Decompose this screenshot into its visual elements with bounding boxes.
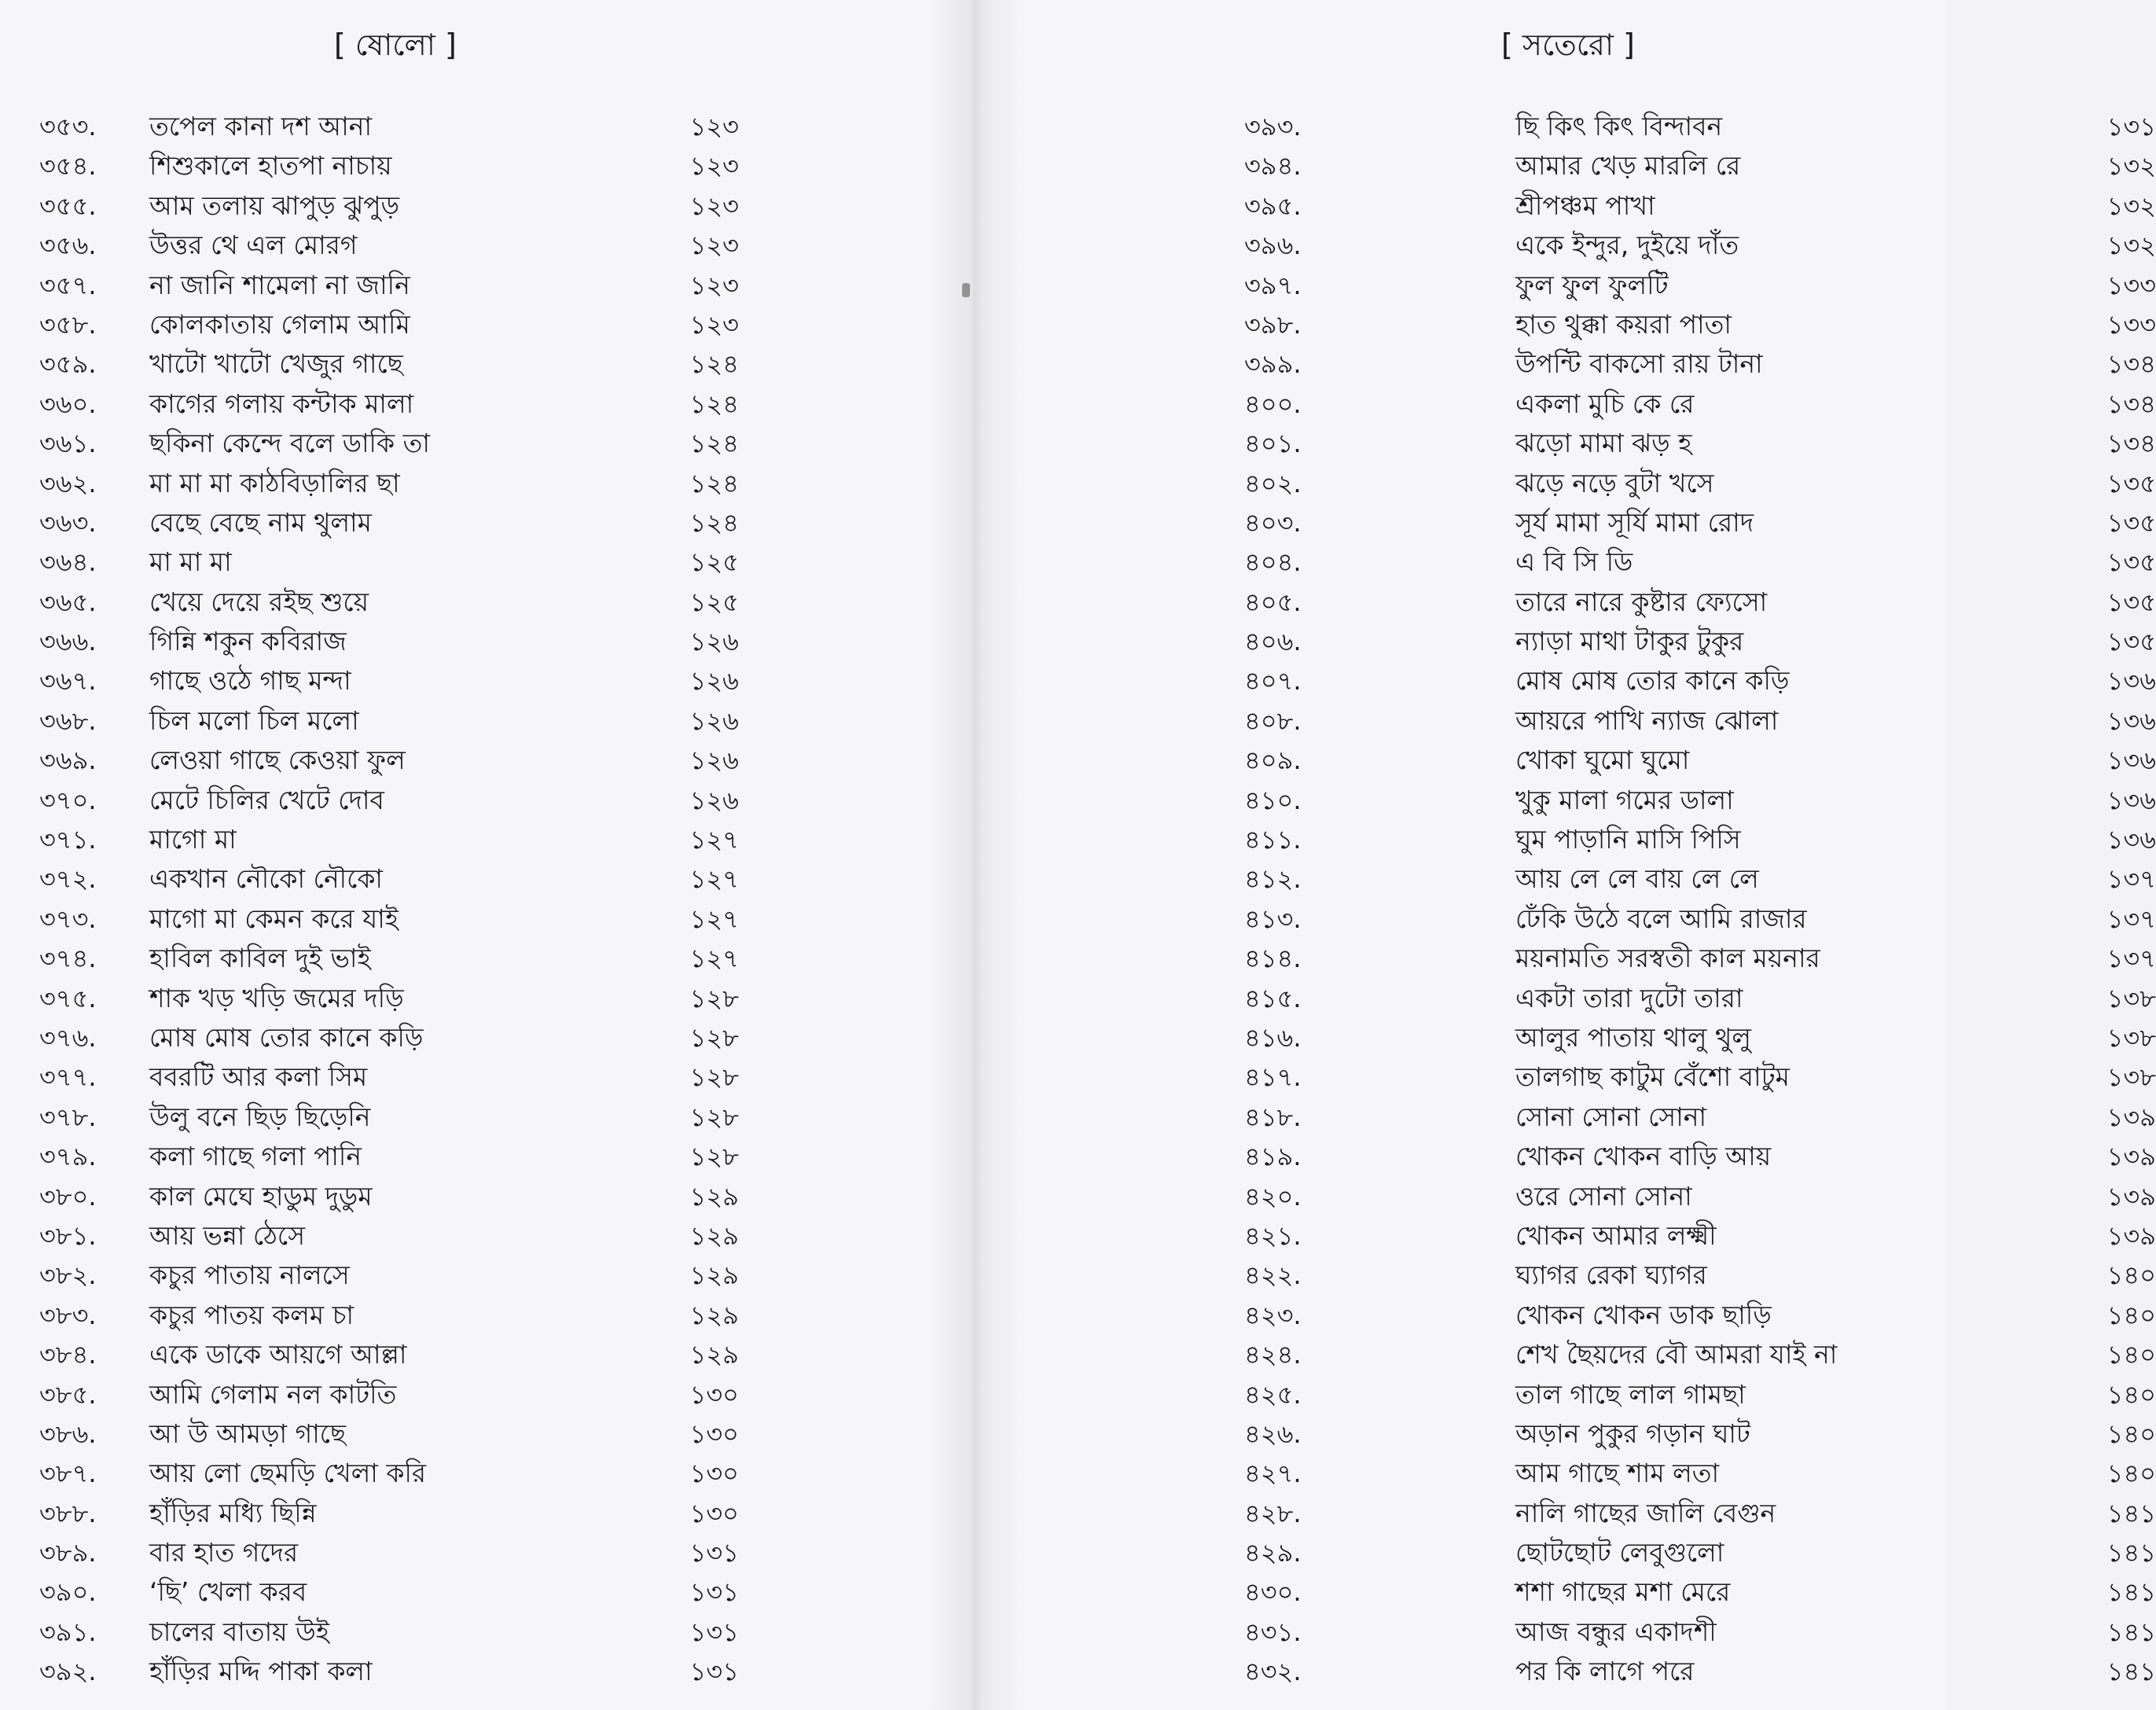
- entry-number: ৩৬৪.: [39, 547, 97, 578]
- entry-number: ৩৮০.: [39, 1181, 97, 1212]
- entry-title: আয় লে লে বায় লে লে: [1515, 863, 1759, 895]
- entry-page-number: ১৩৬: [2106, 825, 2156, 855]
- entry-number: ৪১৫.: [1244, 983, 1302, 1013]
- entry-title: গিন্নি শকুন কবিরাজ: [149, 626, 347, 657]
- entry-page-number: ১২৩: [689, 309, 739, 340]
- entry-page-number: ১৪১: [2106, 1577, 2156, 1608]
- left-page: [0, 0, 973, 1710]
- entry-title: একখান নৌকো নৌকো: [149, 863, 383, 895]
- entry-number: ৩৭৩.: [39, 903, 97, 934]
- entry-page-number: ১২৭: [689, 864, 739, 895]
- entry-title: খোকন আমার লক্ষ্মী: [1515, 1219, 1717, 1251]
- entry-title: লেওয়া গাছে কেওয়া ফুল: [149, 745, 406, 776]
- entry-page-number: ১৩৩: [2106, 270, 2156, 300]
- entry-page-number: ১২৪: [689, 349, 739, 380]
- entry-page-number: ১৪০: [2106, 1340, 2156, 1370]
- entry-title: মা মা মা: [149, 546, 232, 578]
- entry-number: ৪২৫.: [1244, 1379, 1302, 1410]
- entry-number: ৩৯২.: [39, 1657, 97, 1687]
- entry-title: শশা গাছের মশা মেরে: [1515, 1576, 1731, 1608]
- entry-page-number: ১২৮: [689, 1062, 739, 1093]
- entry-number: ৪২৮.: [1244, 1498, 1302, 1528]
- entry-title: বার হাত গদের: [149, 1537, 299, 1568]
- entry-title: কচুর পাতায় নালসে: [149, 1260, 350, 1291]
- entry-title: মোষ মোষ তোর কানে কড়ি: [149, 1021, 424, 1053]
- entry-title: আয় ভন্না ঠেসে: [149, 1219, 305, 1251]
- entry-number: ৩৬০.: [39, 388, 97, 419]
- entry-title: তাল গাছে লাল গামছা: [1515, 1378, 1746, 1410]
- entry-number: ৩৮৪.: [39, 1340, 97, 1370]
- entry-number: ৩৮৯.: [39, 1538, 97, 1568]
- entry-page-number: ১২৬: [689, 705, 739, 736]
- entry-number: ৪২৩.: [1244, 1300, 1302, 1330]
- entry-number: ৪১৮.: [1244, 1101, 1302, 1132]
- entry-title: একটা তারা দুটো তারা: [1515, 982, 1743, 1013]
- entry-title: গাছে ওঠে গাছ মন্দা: [149, 665, 351, 697]
- entry-title: ঢেঁকি উঠে বলে আমি রাজার: [1515, 903, 1807, 934]
- entry-number: ৪০৩.: [1244, 507, 1302, 538]
- entry-page-number: ১২৭: [689, 825, 739, 855]
- entry-page-number: ১৪১: [2106, 1538, 2156, 1568]
- entry-page-number: ১৩৯: [2106, 1142, 2156, 1172]
- entry-title: উত্তর থে এল মোরগ: [149, 230, 358, 261]
- entry-number: ৪১০.: [1244, 785, 1302, 815]
- entry-number: ৪১১.: [1244, 825, 1302, 855]
- entry-number: ৪৩১.: [1244, 1616, 1302, 1647]
- entry-page-number: ১২৫: [689, 547, 739, 578]
- entry-number: ৩৬৮.: [39, 705, 97, 736]
- entry-number: ৩৭৭.: [39, 1062, 97, 1093]
- entry-title: ছকিনা কেন্দে বলে ডাকি তা: [149, 428, 430, 459]
- entry-number: ৩৬২.: [39, 468, 97, 498]
- entry-number: ৩৭২.: [39, 864, 97, 895]
- entry-number: ৪০১.: [1244, 428, 1302, 459]
- entry-title: আমি গেলাম নল কাটতি: [149, 1378, 397, 1410]
- entry-number: ৩৫৪.: [39, 151, 97, 182]
- entry-title: ঘ্যাগর রেকা ঘ্যাগর: [1515, 1260, 1707, 1291]
- entry-page-number: ১২৮: [689, 1101, 739, 1132]
- entry-title: হাত থুক্কা কয়রা পাতা: [1515, 308, 1732, 340]
- entry-page-number: ১২৭: [689, 903, 739, 934]
- entry-title: ছি কিৎ কিৎ বিন্দাবন: [1515, 111, 1723, 142]
- entry-number: ৩৬৭.: [39, 666, 97, 697]
- entry-title: আয় লো ছেমড়ি খেলা করি: [149, 1458, 427, 1489]
- entry-page-number: ১৩৭: [2106, 903, 2156, 934]
- entry-page-number: ১৪০: [2106, 1300, 2156, 1330]
- entry-number: ৩৫৩.: [39, 112, 97, 142]
- entry-page-number: ১৩৪: [2106, 428, 2156, 459]
- entry-page-number: ১২৪: [689, 428, 739, 459]
- entry-number: ৩৫৭.: [39, 270, 97, 300]
- entry-number: ৩৮৮.: [39, 1498, 97, 1528]
- entry-number: ৩৯১.: [39, 1616, 97, 1647]
- entry-title: আ উ আমড়া গাছে: [149, 1418, 347, 1449]
- entry-number: ৩৫৫.: [39, 190, 97, 221]
- entry-title: খেয়ে দেয়ে রইছ শুয়ে: [149, 586, 369, 617]
- entry-number: ৩৮৭.: [39, 1458, 97, 1489]
- entry-page-number: ১২৯: [689, 1300, 739, 1330]
- entry-number: ৪২০.: [1244, 1181, 1302, 1212]
- entry-page-number: ১৩৬: [2106, 745, 2156, 776]
- entry-title: মা মা মা কাঠবিড়ালির ছা: [149, 467, 400, 498]
- entry-number: ৩৭০.: [39, 785, 97, 815]
- entry-page-number: ১৩৮: [2106, 983, 2156, 1013]
- entry-number: ৩৬৫.: [39, 587, 97, 617]
- entry-number: ৩৫৮.: [39, 309, 97, 340]
- entry-number: ৩৮১.: [39, 1220, 97, 1251]
- entry-title: খোকা ঘুমো ঘুমো: [1515, 745, 1690, 776]
- entry-page-number: ১২৫: [689, 587, 739, 617]
- entry-page-number: ১৩২: [2106, 190, 2156, 221]
- entry-title: আলুর পাতায় থালু থুলু: [1515, 1021, 1751, 1053]
- entry-page-number: ১২৩: [689, 112, 739, 142]
- page-header-right: [ সতেরো ]: [1501, 28, 1635, 62]
- entry-title: আয়রে পাখি ন্যাজ ঝোলা: [1515, 704, 1779, 736]
- entry-title: পর কি লাগে পরে: [1515, 1656, 1695, 1687]
- entry-page-number: ১২৯: [689, 1260, 739, 1291]
- entry-page-number: ১৩০: [689, 1379, 739, 1410]
- entry-title: শেখ ছৈয়দের বৌ আমরা যাই না: [1515, 1339, 1838, 1370]
- entry-number: ৩৯৮.: [1244, 309, 1302, 340]
- entry-number: ৩৭৯.: [39, 1142, 97, 1172]
- entry-number: ৩৬৩.: [39, 507, 97, 538]
- entry-title: ঝড়ে নড়ে বুটা খসে: [1515, 467, 1714, 498]
- entry-number: ৪০৮.: [1244, 705, 1302, 736]
- entry-page-number: ১৩১: [689, 1657, 739, 1687]
- entry-number: ৪০৭.: [1244, 666, 1302, 697]
- entry-title: না জানি শামেলা না জানি: [149, 269, 410, 300]
- entry-title: ন্যাড়া মাথা টাকুর টুকুর: [1515, 626, 1744, 657]
- entry-page-number: ১৪০: [2106, 1418, 2156, 1449]
- entry-number: ৪২২.: [1244, 1260, 1302, 1291]
- entry-page-number: ১৩১: [2106, 112, 2156, 142]
- entry-page-number: ১২৭: [689, 943, 739, 974]
- entry-title: নালি গাছের জালি বেগুন: [1515, 1497, 1776, 1528]
- entry-page-number: ১২৮: [689, 1022, 739, 1053]
- entry-title: হাঁড়ির মধ্যি ছিন্নি: [149, 1497, 317, 1528]
- entry-number: ৩৯৯.: [1244, 349, 1302, 380]
- entry-number: ৩৫৯.: [39, 349, 97, 380]
- entry-page-number: ১২৯: [689, 1220, 739, 1251]
- entry-page-number: ১৩৮: [2106, 1022, 2156, 1053]
- entry-title: সূর্য মামা সূর্যি মামা রোদ: [1515, 506, 1754, 538]
- entry-title: তারে নারে কুষ্টার ফ্যেসো: [1515, 586, 1768, 617]
- entry-page-number: ১৪১: [2106, 1657, 2156, 1687]
- entry-page-number: ১২৩: [689, 151, 739, 182]
- page-header-left: [ ষোলো ]: [334, 28, 457, 62]
- entry-page-number: ১৪১: [2106, 1498, 2156, 1528]
- entry-number: ৪২১.: [1244, 1220, 1302, 1251]
- entry-number: ৪০৬.: [1244, 627, 1302, 657]
- entry-number: ৩৭৬.: [39, 1022, 97, 1053]
- entry-number: ৪৩০.: [1244, 1577, 1302, 1608]
- entry-title: খুকু মালা গমের ডালা: [1515, 784, 1734, 815]
- entry-page-number: ১৩৬: [2106, 705, 2156, 736]
- entry-title: ঝড়ো মামা ঝড় হ: [1515, 428, 1692, 459]
- entry-page-number: ১২৪: [689, 468, 739, 498]
- entry-page-number: ১৩৭: [2106, 943, 2156, 974]
- entry-page-number: ১৩৯: [2106, 1181, 2156, 1212]
- entry-page-number: ১২৮: [689, 1142, 739, 1172]
- entry-number: ৪১৯.: [1244, 1142, 1302, 1172]
- entry-page-number: ১৩১: [689, 1538, 739, 1568]
- entry-page-number: ১২৬: [689, 785, 739, 815]
- entry-number: ৪২৪.: [1244, 1340, 1302, 1370]
- entry-page-number: ১২৪: [689, 388, 739, 419]
- entry-page-number: ১২৬: [689, 627, 739, 657]
- entry-title: মাগো মা: [149, 824, 237, 855]
- entry-number: ৩৯০.: [39, 1577, 97, 1608]
- entry-title: চিল মলো চিল মলো: [149, 704, 359, 736]
- entry-number: ৪৩২.: [1244, 1657, 1302, 1687]
- entry-title: শ্রীপঞ্চম পাখা: [1515, 189, 1655, 221]
- entry-title: তালগাছ কাটুম বেঁশো বাটুম: [1515, 1061, 1790, 1093]
- entry-page-number: ১৩৩: [2106, 309, 2156, 340]
- entry-title: বেছে বেছে নাম থুলাম: [149, 506, 372, 538]
- entry-title: ছোটছোট লেবুগুলো: [1515, 1537, 1724, 1568]
- entry-title: শাক খড় খড়ি জমের দড়ি: [149, 982, 404, 1013]
- entry-number: ৩৫৬.: [39, 230, 97, 261]
- entry-title: হাঁড়ির মদ্দি পাকা কলা: [149, 1656, 373, 1687]
- entry-title: আম গাছে শাম লতা: [1515, 1458, 1720, 1489]
- entry-page-number: ১৩৫: [2106, 468, 2156, 498]
- entry-page-number: ১৩৬: [2106, 666, 2156, 697]
- entry-title: ফুল ফুল ফুলটি: [1515, 269, 1669, 300]
- entry-number: ৪০৫.: [1244, 587, 1302, 617]
- entry-title: উপন্টি বাকসো রায় টানা: [1515, 348, 1763, 380]
- entry-page-number: ১৪০: [2106, 1260, 2156, 1291]
- entry-page-number: ১৩১: [689, 1577, 739, 1608]
- entry-page-number: ১২৩: [689, 270, 739, 300]
- entry-page-number: ১৩৫: [2106, 627, 2156, 657]
- entry-number: ৩৭৫.: [39, 983, 97, 1013]
- entry-page-number: ১২৪: [689, 507, 739, 538]
- entry-page-number: ১৩২: [2106, 151, 2156, 182]
- entry-page-number: ১৩৪: [2106, 388, 2156, 419]
- entry-number: ৪০০.: [1244, 388, 1302, 419]
- entry-page-number: ১৩০: [689, 1498, 739, 1528]
- right-page: [973, 0, 2156, 1710]
- entry-page-number: ১৩৬: [2106, 785, 2156, 815]
- entry-page-number: ১৩০: [689, 1418, 739, 1449]
- entry-title: এ বি সি ডি: [1515, 546, 1633, 578]
- entry-page-number: ১২৩: [689, 230, 739, 261]
- entry-title: সোনা সোনা সোনা: [1515, 1101, 1707, 1132]
- entry-number: ৪০৯.: [1244, 745, 1302, 776]
- entry-title: খোকন খোকন ডাক ছাড়ি: [1515, 1299, 1772, 1330]
- entry-page-number: ১৩৫: [2106, 587, 2156, 617]
- entry-title: কচুর পাতয় কলম চা: [149, 1299, 354, 1330]
- entry-title: ‘ছি’ খেলা করব: [149, 1576, 307, 1608]
- entry-number: ৩৯৭.: [1244, 270, 1302, 300]
- entry-number: ৪২৬.: [1244, 1418, 1302, 1449]
- entry-page-number: ১৩৭: [2106, 864, 2156, 895]
- entry-number: ৩৭৮.: [39, 1101, 97, 1132]
- entry-page-number: ১৪১: [2106, 1616, 2156, 1647]
- entry-title: তপেল কানা দশ আনা: [149, 111, 373, 142]
- entry-number: ৩৮৫.: [39, 1379, 97, 1410]
- entry-page-number: ১২৩: [689, 190, 739, 221]
- entry-title: শিশুকালে হাতপা নাচায়: [149, 150, 392, 182]
- entry-number: ৩৯৫.: [1244, 190, 1302, 221]
- entry-number: ৩৭৪.: [39, 943, 97, 974]
- entry-page-number: ১৪০: [2106, 1379, 2156, 1410]
- entry-number: ৪২৭.: [1244, 1458, 1302, 1489]
- entry-number: ৩৭১.: [39, 825, 97, 855]
- entry-title: ববরটি আর কলা সিম: [149, 1061, 368, 1093]
- entry-number: ৩৮৩.: [39, 1300, 97, 1330]
- entry-number: ৪২৯.: [1244, 1538, 1302, 1568]
- entry-page-number: ১২৬: [689, 745, 739, 776]
- entry-page-number: ১৩২: [2106, 230, 2156, 261]
- entry-title: হাবিল কাবিল দুই ভাই: [149, 943, 371, 974]
- entry-page-number: ১৩১: [689, 1616, 739, 1647]
- entry-number: ৪১৬.: [1244, 1022, 1302, 1053]
- entry-number: ৩৬৯.: [39, 745, 97, 776]
- entry-number: ৩৬৬.: [39, 627, 97, 657]
- entry-page-number: ১৩৫: [2106, 507, 2156, 538]
- entry-number: ৩৯৩.: [1244, 112, 1302, 142]
- entry-title: ওরে সোনা সোনা: [1515, 1180, 1692, 1212]
- entry-page-number: ১২৮: [689, 983, 739, 1013]
- entry-number: ৩৯৬.: [1244, 230, 1302, 261]
- entry-title: উলু বনে ছিড় ছিড়েনি: [149, 1101, 371, 1132]
- entry-title: খাটো খাটো খেজুর গাছে: [149, 348, 403, 380]
- entry-number: ৩৮৬.: [39, 1418, 97, 1449]
- entry-title: আজ বন্ধুর একাদশী: [1515, 1616, 1717, 1647]
- entry-title: অড়ান পুকুর গড়ান ঘাট: [1515, 1418, 1750, 1449]
- entry-title: আম তলায় ঝাপুড় ঝুপুড়: [149, 189, 400, 221]
- entry-number: ৩৬১.: [39, 428, 97, 459]
- entry-title: ঘুম পাড়ানি মাসি পিসি: [1515, 824, 1741, 855]
- entry-number: ৪০৪.: [1244, 547, 1302, 578]
- entry-page-number: ১৩৮: [2106, 1062, 2156, 1093]
- binding-mark: [962, 283, 970, 297]
- entry-page-number: ১২৬: [689, 666, 739, 697]
- entry-page-number: ১৩৫: [2106, 547, 2156, 578]
- entry-number: ৪১৩.: [1244, 903, 1302, 934]
- entry-title: চালের বাতায় উই: [149, 1616, 329, 1647]
- entry-title: মাগো মা কেমন করে যাই: [149, 903, 399, 934]
- entry-number: ৪১৪.: [1244, 943, 1302, 974]
- entry-title: একে ডাকে আয়গে আল্লা: [149, 1339, 407, 1370]
- entry-page-number: ১৩৪: [2106, 349, 2156, 380]
- entry-title: মেটে চিলির খেটে দোব: [149, 784, 384, 815]
- entry-number: ৪০২.: [1244, 468, 1302, 498]
- entry-title: একে ইন্দুর, দুইয়ে দাঁত: [1515, 230, 1739, 261]
- entry-title: একলা মুচি কে রে: [1515, 388, 1695, 419]
- entry-title: কোলকাতায় গেলাম আমি: [149, 308, 410, 340]
- entry-page-number: ১৩৯: [2106, 1101, 2156, 1132]
- entry-title: আমার খেড় মারলি রে: [1515, 150, 1741, 182]
- entry-title: কাল মেঘে হাডুম দুডুম: [149, 1180, 373, 1212]
- entry-number: ৪১২.: [1244, 864, 1302, 895]
- entry-page-number: ১২৯: [689, 1340, 739, 1370]
- entry-title: ময়নামতি সরস্বতী কাল ময়নার: [1515, 943, 1820, 974]
- entry-number: ৩৯৪.: [1244, 151, 1302, 182]
- entry-page-number: ১৪০: [2106, 1458, 2156, 1489]
- entry-page-number: ১৩০: [689, 1458, 739, 1489]
- entry-title: মোষ মোষ তোর কানে কড়ি: [1515, 665, 1790, 697]
- entry-title: কলা গাছে গলা পানি: [149, 1141, 362, 1172]
- entry-number: ৪১৭.: [1244, 1062, 1302, 1093]
- entry-page-number: ১৩৯: [2106, 1220, 2156, 1251]
- entry-page-number: ১২৯: [689, 1181, 739, 1212]
- entry-title: কাগের গলায় কন্টাক মালা: [149, 388, 414, 419]
- entry-title: খোকন খোকন বাড়ি আয়: [1515, 1141, 1772, 1172]
- entry-number: ৩৮২.: [39, 1260, 97, 1291]
